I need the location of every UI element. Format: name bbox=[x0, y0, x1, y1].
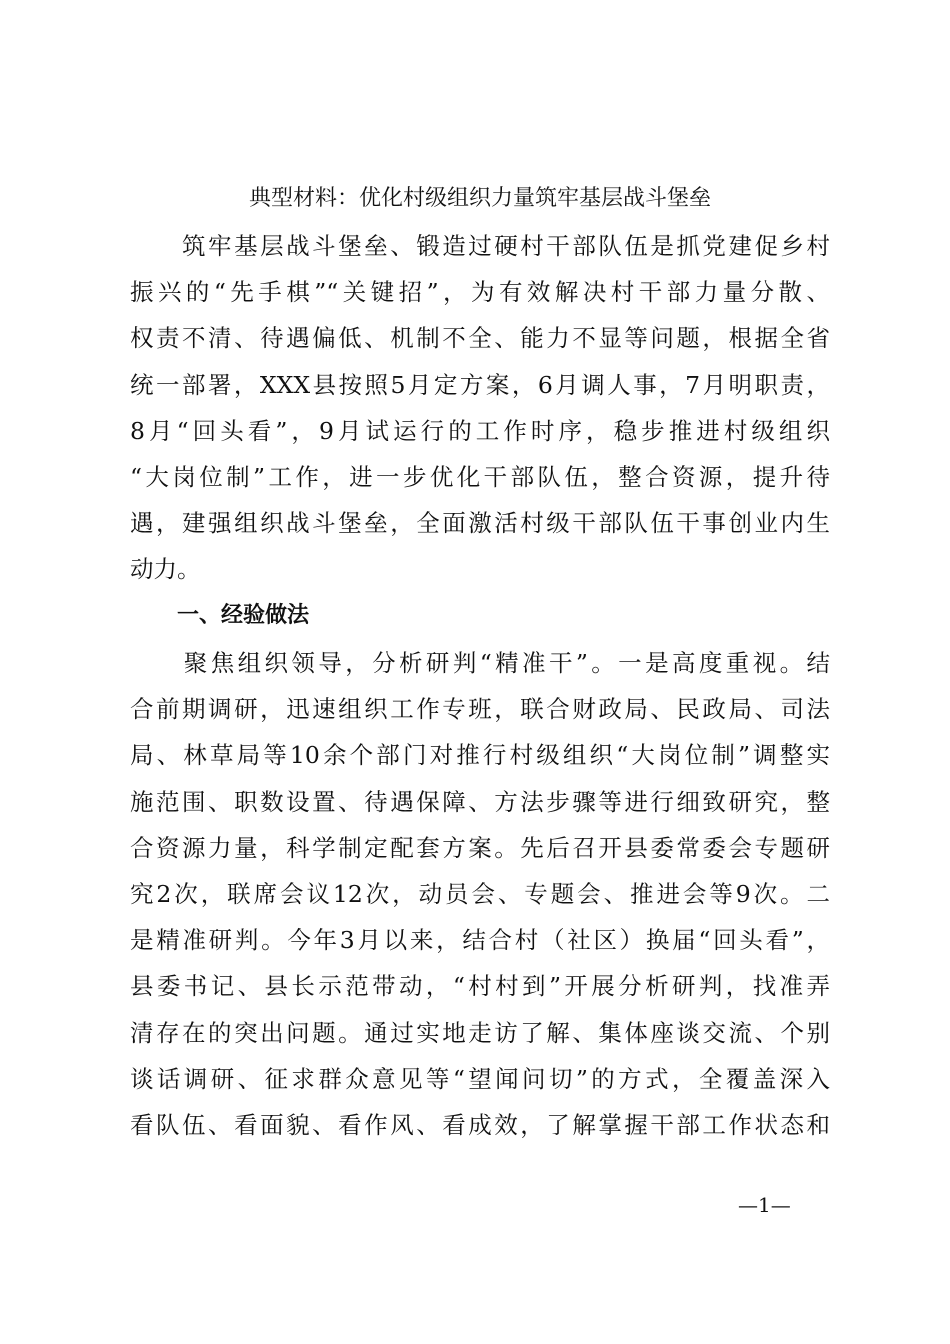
paragraph-line: 统一部署，XXX县按照5月定方案，6月调人事，7月明职责， bbox=[130, 370, 830, 399]
paragraph-line: 看队伍、看面貌、看作风、看成效，了解掌握干部工作状态和 bbox=[130, 1110, 830, 1139]
paragraph-line: 施范围、职数设置、待遇保障、方法步骤等进行细致研究，整 bbox=[130, 787, 830, 816]
paragraph-line: 振兴的“先手棋”“关键招”，为有效解决村干部力量分散、 bbox=[130, 278, 830, 307]
paragraph-line: 筑牢基层战斗堡垒、锻造过硬村干部队伍是抓党建促乡村 bbox=[130, 232, 830, 260]
paragraph-line: 究2次，联席会议12次，动员会、专题会、推进会等9次。二 bbox=[130, 879, 830, 908]
paragraph-line: 遇，建强组织战斗堡垒，全面激活村级干部队伍干事创业内生 bbox=[130, 509, 830, 538]
paragraph-line: 合前期调研，迅速组织工作专班，联合财政局、民政局、司法 bbox=[130, 695, 830, 724]
paragraph-line: 8月“回头看”，9月试运行的工作时序，稳步推进村级组织 bbox=[130, 416, 830, 445]
paragraph-line: 动力。 bbox=[130, 555, 201, 584]
paragraph-line: “大岗位制”工作，进一步优化干部队伍，整合资源，提升待 bbox=[130, 462, 830, 491]
paragraph-line: 聚焦组织领导，分析研判“精准干”。一是高度重视。结 bbox=[130, 649, 830, 677]
paragraph-line: 清存在的突出问题。通过实地走访了解、集体座谈交流、个别 bbox=[130, 1018, 830, 1047]
section-heading: 一、经验做法 bbox=[177, 603, 310, 628]
paragraph-line: 局、林草局等10余个部门对推行村级组织“大岗位制”调整实 bbox=[130, 741, 830, 770]
paragraph-line: 合资源力量，科学制定配套方案。先后召开县委常委会专题研 bbox=[130, 833, 830, 862]
intro-paragraph bbox=[130, 223, 830, 593]
body-paragraph bbox=[130, 640, 830, 1148]
document-title: 典型材料：优化村级组织力量筑牢基层战斗堡垒 bbox=[248, 186, 711, 211]
page-number: —1— bbox=[738, 1193, 791, 1217]
paragraph-line: 谈话调研、征求群众意见等“望闻问切”的方式，全覆盖深入 bbox=[130, 1064, 830, 1093]
paragraph-line: 权责不清、待遇偏低、机制不全、能力不显等问题，根据全省 bbox=[130, 324, 830, 353]
paragraph-line: 县委书记、县长示范带动，“村村到”开展分析研判，找准弄 bbox=[130, 972, 830, 1001]
paragraph-line: 是精准研判。今年3月以来，结合村（社区）换届“回头看”， bbox=[130, 926, 830, 955]
